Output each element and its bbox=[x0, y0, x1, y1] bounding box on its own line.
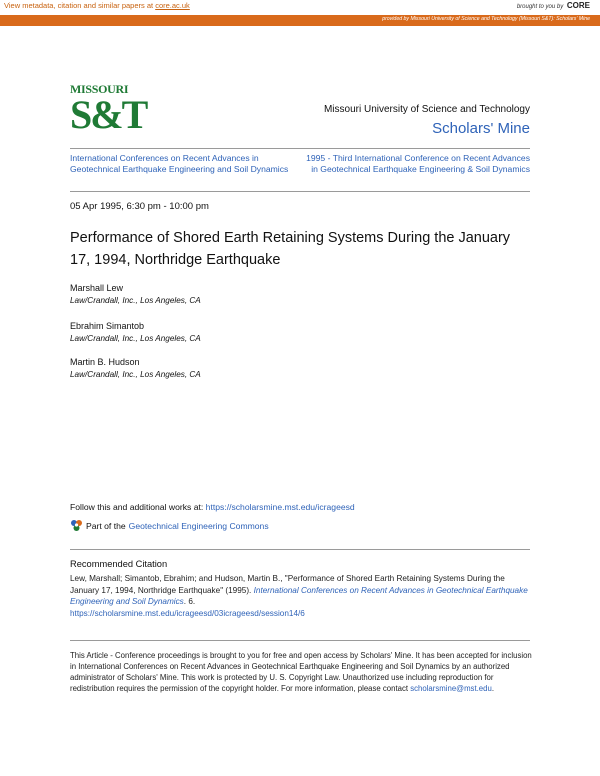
provided-by-text: provided by Missouri University of Science and Technology (Missouri S&T): Scholars' Mine bbox=[382, 16, 590, 22]
author-name: Ebrahim Simantob bbox=[70, 321, 145, 331]
commons-link[interactable]: Geotechnical Engineering Commons bbox=[128, 520, 269, 531]
citation-divider bbox=[70, 549, 530, 550]
core-link[interactable]: core.ac.uk bbox=[155, 1, 190, 10]
notice-end: . bbox=[491, 684, 494, 693]
author-name: Martin B. Hudson bbox=[70, 357, 140, 367]
follow-label: Follow this and additional works at: bbox=[70, 502, 204, 512]
author-name: Marshall Lew bbox=[70, 283, 124, 293]
part-of-line bbox=[70, 519, 269, 532]
notice-body: This Article - Conference proceedings is brought to you for free and open access by Scholars' Mine. It has been accepted for inclusion in International Conferences on Recent Advances in Geotechnical Earthquake Engineering and Soil Dynamics by an authorized administrator of Scholars' Mine. This work is protected by U. S. Copyright Law. Unauthorized use including reproduction for redistribution requires the permission of the copyright holder. For more information, please contact bbox=[70, 651, 532, 693]
commons-network-icon bbox=[70, 519, 83, 532]
citation-text bbox=[70, 573, 532, 619]
mst-logo bbox=[70, 82, 147, 137]
university-name: Missouri University of Science and Technology bbox=[323, 104, 530, 115]
core-top-bar bbox=[0, 0, 600, 13]
sub-collection-link[interactable]: 1995 - Third International Conference on Recent Advances in Geotechnical Earthquake Engineering & Soil Dynamics bbox=[306, 153, 530, 174]
contact-email-link[interactable]: scholarsmine@mst.edu bbox=[410, 684, 492, 693]
logo-missouri: MISSOURI bbox=[70, 82, 129, 96]
author-affiliation: Law/Crandall, Inc., Los Angeles, CA bbox=[70, 296, 201, 305]
citation-journal[interactable]: International Conferences on Recent Advances in Geotechnical Earthquake Engineering and Soil Dynamics bbox=[70, 585, 528, 606]
follow-link[interactable]: https://scholarsmine.mst.edu/icrageesd bbox=[205, 502, 355, 512]
bottom-divider bbox=[70, 191, 530, 192]
repository-link[interactable]: Scholars' Mine bbox=[432, 120, 530, 137]
author-affiliation: Law/Crandall, Inc., Los Angeles, CA bbox=[70, 334, 201, 343]
brought-by-label: brought to you by bbox=[516, 4, 564, 10]
follow-line bbox=[70, 502, 355, 512]
citation-number: . 6. bbox=[183, 597, 196, 606]
citation-body: Lew, Marshall; Simantob, Ebrahim; and Hudson, Martin B., "Performance of Shored Earth Retaining Systems During the January 17, 1994, Northridge Earthquake" (1995). bbox=[70, 574, 505, 595]
event-date: 05 Apr 1995, 6:30 pm - 10:00 pm bbox=[70, 201, 209, 212]
paper-title: Performance of Shored Earth Retaining Systems During the January 17, 1994, Northridge Earthquake bbox=[70, 230, 511, 268]
top-divider bbox=[70, 148, 530, 149]
access-notice bbox=[70, 650, 532, 694]
provided-by-bar bbox=[0, 15, 600, 26]
recommended-citation-heading: Recommended Citation bbox=[70, 559, 168, 569]
notice-divider bbox=[70, 640, 530, 641]
part-of-label: Part of the bbox=[86, 520, 126, 531]
collection-link[interactable]: International Conferences on Recent Advances in Geotechnical Earthquake Engineering and Soil Dynamics bbox=[70, 153, 289, 174]
metadata-label: View metadata, citation and similar papers at bbox=[4, 1, 154, 10]
metadata-text bbox=[4, 1, 190, 10]
brought-by bbox=[517, 1, 590, 10]
author-affiliation: Law/Crandall, Inc., Los Angeles, CA bbox=[70, 370, 201, 379]
core-logo[interactable]: CORE bbox=[566, 1, 590, 10]
logo-st: S&T bbox=[70, 92, 147, 137]
citation-url[interactable]: https://scholarsmine.mst.edu/icrageesd/03icrageesd/session14/6 bbox=[70, 608, 305, 618]
